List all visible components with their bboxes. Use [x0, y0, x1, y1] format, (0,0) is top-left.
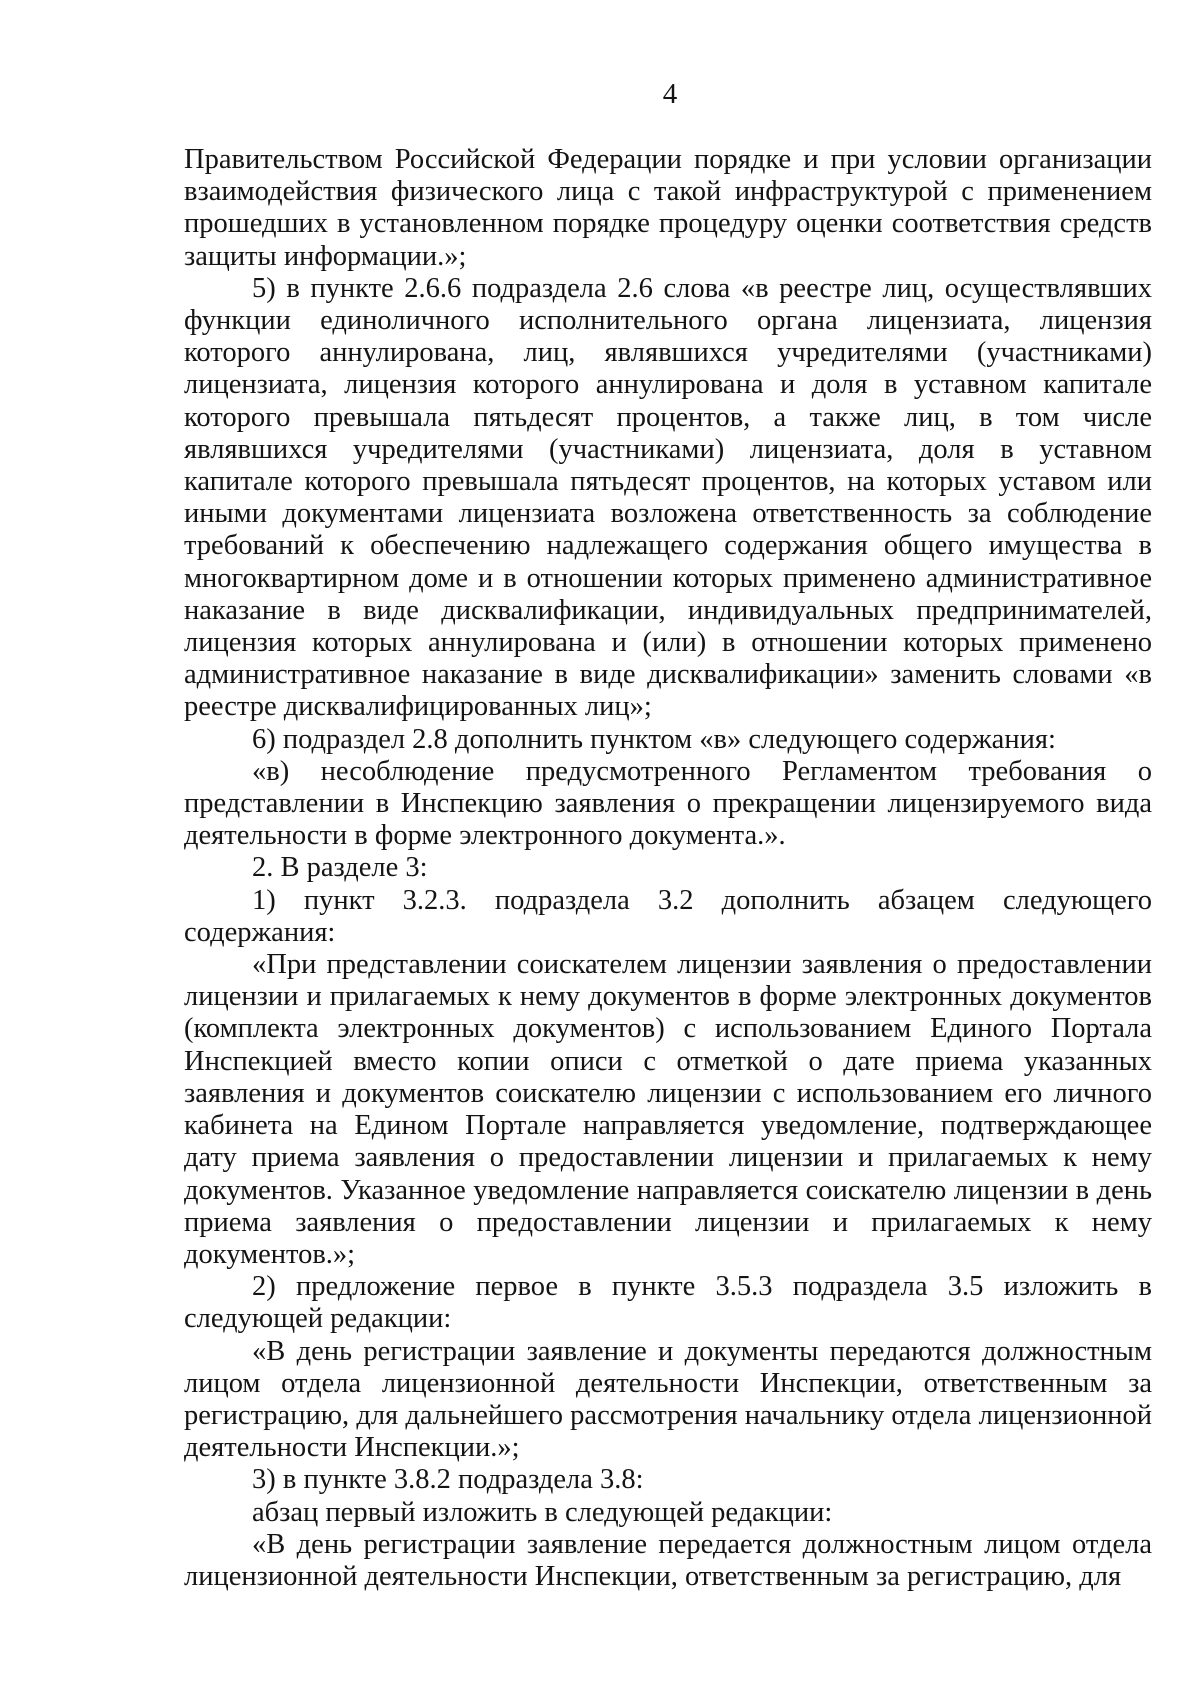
- page-number: 4: [662, 78, 678, 110]
- paragraph-item-3: 3) в пункте 3.8.2 подраздела 3.8:: [252, 1464, 644, 1496]
- paragraph-quote-registration: «В день регистрации заявление и документы передаются должностным лицом отдела лицензионной деятельности Инспекции, ответственным за регистрацию, для дальнейшего рассмотрения начальнику отдела лицензионной деятельности Инспекции.»;: [184, 1335, 1152, 1464]
- paragraph-continuation: Правительством Российской Федерации порядке и при условии организации взаимодействия физического лица с такой инфраструктурой с применением прошедших в установленном порядке процедуру оценки соответствия средств защиты информации.»;: [184, 144, 1152, 272]
- paragraph-item-1: 1) пункт 3.2.3. подраздела 3.2 дополнить абзацем следующего содержания:: [184, 884, 1152, 948]
- paragraph-quote-v: «в) несоблюдение предусмотренного Регламентом требования о представлении в Инспекцию заявления о прекращении лицензируемого вида деятельности в форме электронного документа.».: [184, 755, 1152, 852]
- paragraph-quote-portal: «При представлении соискателем лицензии заявления о предоставлении лицензии и прилагаемых к нему документов в форме электронных документов (комплекта электронных документов) с использованием Единого Портала Инспекцией вместо копии описи с отметкой о дате приема указанных заявления и документов соискателю лицензии с использованием его личного кабинета на Едином Портале направляется уведомление, подтверждающее дату приема заявления о предоставлении лицензии и прилагаемых к нему документов. Указанное уведомление направляется соискателю лицензии в день приема заявления о предоставлении лицензии и прилагаемых к нему документов.»;: [184, 949, 1152, 1270]
- document-body: [184, 144, 1152, 1593]
- paragraph-first-abzac: абзац первый изложить в следующей редакции:: [252, 1496, 833, 1528]
- paragraph-item-5: 5) в пункте 2.6.6 подраздела 2.6 слова «в реестре лиц, осуществлявших функции единоличного исполнительного органа лицензиата, лицензия которого аннулирована, лиц, являвшихся учредителями (участниками) лицензиата, лицензия которого аннулирована и доля в уставном капитале которого превышала пятьдесят процентов, а также лиц, в том числе являвшихся учредителями (участниками) лицензиата, доля в уставном капитале которого превышала пятьдесят процентов, на которых уставом или иными документами лицензиата возложена ответственность за соблюдение требований к обеспечению надлежащего содержания общего имущества в многоквартирном доме и в отношении которых применено административное наказание в виде дисквалификации, индивидуальных предпринимателей, лицензия которых аннулирована и (или) в отношении которых применено административное наказание в виде дисквалификации» заменить словами «в реестре дисквалифицированных лиц»;: [184, 272, 1152, 723]
- section-heading-3: 2. В разделе 3:: [252, 852, 428, 884]
- paragraph-quote-transfer: «В день регистрации заявление передается должностным лицом отдела лицензионной деятельности Инспекции, ответственным за регистрацию, для: [184, 1528, 1152, 1592]
- paragraph-item-2: 2) предложение первое в пункте 3.5.3 подраздела 3.5 изложить в следующей редакции:: [184, 1271, 1152, 1335]
- paragraph-item-6: 6) подраздел 2.8 дополнить пунктом «в» следующего содержания:: [252, 723, 1056, 755]
